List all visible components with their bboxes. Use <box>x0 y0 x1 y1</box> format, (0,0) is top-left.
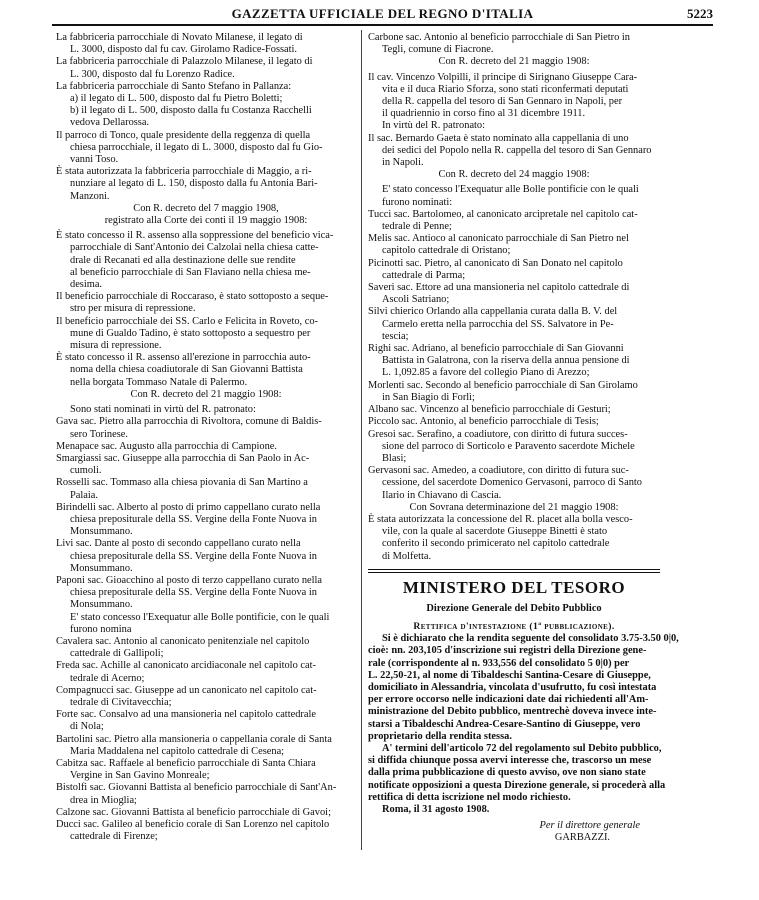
text-line: capitolo cattedrale di Oristano; <box>382 245 511 257</box>
text-line: cioè: nn. 203,105 d'inscrizione sui registri della Direzione gene- <box>368 645 647 657</box>
ministry-subtitle: Direzione Generale del Debito Pubblico <box>426 602 602 614</box>
text-line: E' stato concesso l'Exequatur alle Bolle pontificie con le quali <box>382 184 639 196</box>
text-line: Carmelo eretta nella parrocchia del SS. Salvatore in Pe- <box>382 318 614 330</box>
text-line: L. 1,092.85 a favore del collegio Piano di Arezzo; <box>382 367 590 379</box>
text-line: cessione, del sacerdote Domenico Gervasoni, parroco di Santo <box>382 477 642 489</box>
text-line: A' termini dell'articolo 72 del regolamento sul Debito pubblico, <box>382 742 662 754</box>
text-line: Bistolfi sac. Giovanni Battista al beneficio parrocchiale di Sant'An- <box>56 782 337 794</box>
text-line: registrato alla Corte dei conti il 19 maggio 1908: <box>104 215 308 227</box>
text-line: per errore occorso nelle indicazioni date dai richiedenti all'Am- <box>368 694 649 706</box>
text-line: Con R. decreto del 7 maggio 1908, <box>133 202 279 214</box>
text-line: Monsummano. <box>70 599 133 611</box>
page-number: 5223 <box>687 6 713 21</box>
text-line: sero Torinese. <box>70 428 128 440</box>
text-line: drea in Mioglia; <box>70 794 137 806</box>
text-line: Il cav. Vincenzo Volpilli, il principe di Sirignano Giuseppe Cara- <box>368 71 638 83</box>
text-line: tescia; <box>382 330 409 342</box>
text-line: Albano sac. Vincenzo al beneficio parrocchiale di Gesturi; <box>368 404 611 416</box>
text-line: rale (corrispondente al n. 933,556 del consolidato 5 0|0) per <box>368 657 630 669</box>
text-line: tedrale di Penne; <box>382 221 452 233</box>
text-line: rettifica di detta iscrizione nel modo richiesto. <box>368 791 571 803</box>
text-line: Smargiassi sac. Giuseppe alla parrocchia di San Paolo in Ac- <box>56 452 310 464</box>
text-line: chiesa prepositurale della SS. Vergine della Fonte Nuova in <box>70 513 317 525</box>
text-line: di Molfetta. <box>382 550 432 562</box>
text-line: Melis sac. Antioco al canonicato parrocchiale di San Pietro nel <box>368 233 629 245</box>
text-line: furono nomina <box>70 623 132 635</box>
text-line: a) il legato di L. 500, disposto dal fu Pietro Boletti; <box>70 93 283 105</box>
text-line: chiesa prepositurale della SS. Vergine della Fonte Nuova in <box>70 587 317 599</box>
text-line: Morlenti sac. Secondo al beneficio parrocchiale di San Girolamo <box>368 379 638 391</box>
text-line: notificate opposizioni a questa Direzione generale, si procederà alla <box>368 779 666 791</box>
text-line: Ilario in Chiavano di Cascia. <box>382 489 502 501</box>
text-line: Il parroco di Tonco, quale presidente della reggenza di quella <box>56 129 311 141</box>
header-rule <box>52 24 713 26</box>
text-line: Manzoni. <box>70 190 110 202</box>
right-column <box>368 32 679 845</box>
text-line: al beneficio parrocchiale di San Flaviano nella chiesa me- <box>70 266 311 278</box>
text-line: È stato concesso il R. assenso alla soppressione del beneficio vica- <box>56 230 334 242</box>
signature-name: GARBAZZI. <box>554 832 610 844</box>
ministry-notice-body <box>368 633 679 816</box>
gazette-title: GAZZETTA UFFICIALE DEL REGNO D'ITALIA <box>231 6 534 21</box>
text-line: stro per misura di repressione. <box>70 303 196 315</box>
text-line: La fabbriceria parrocchiale di Novato Milanese, il legato di <box>56 32 303 43</box>
text-line: Rosselli sac. Tommaso alla chiesa piovania di San Martino a <box>56 477 308 489</box>
text-line: della R. cappella del tesoro di San Gennaro in Napoli, per <box>382 96 623 108</box>
text-line: Battista in Galatrona, con la riserva della annua pensione di <box>382 355 630 367</box>
text-line: La fabbriceria parrocchiale di Palazzolo Milanese, il legato di <box>56 56 313 68</box>
text-line: Il sac. Bernardo Gaeta è stato nominato alla cappellania di uno <box>368 132 629 144</box>
text-line: di Nola; <box>70 721 104 733</box>
text-line: Maria Maddalena nel capitolo cattedrale di Cesena; <box>70 745 285 757</box>
text-line: Gava sac. Pietro alla parrocchia di Rivoltora, comune di Baldis- <box>56 416 322 428</box>
text-line: Bartolini sac. Pietro alla mansioneria o cappellania corale di Santa <box>56 733 332 745</box>
text-line: Con R. decreto del 21 maggio 1908: <box>130 388 282 400</box>
text-line: in Napoli. <box>382 157 424 169</box>
text-line: Picinotti sac. Pietro, al canonicato di San Donato nel capitolo <box>368 257 623 269</box>
left-column <box>56 32 356 843</box>
page-header <box>52 6 713 24</box>
text-line: È stata autorizzata la concessione del R. placet alla bolla vesco- <box>368 513 633 525</box>
text-line: L. 300, disposto dal fu Lorenzo Radice. <box>70 68 235 80</box>
text-line: desima. <box>70 279 103 291</box>
text-line: Ducci sac. Galileo al beneficio corale di San Lorenzo nel capitolo <box>56 819 330 830</box>
text-line: vile, con la quale al sacerdote Giuseppe Binetti è stato <box>382 526 608 538</box>
text-line: Roma, il 31 agosto 1908. <box>382 803 490 815</box>
text-line: cattedrale di Gallipoli; <box>70 648 164 660</box>
text-line: Forte sac. Consalvo ad una mansioneria nel capitolo cattedrale <box>56 709 316 721</box>
rettifica-heading: Rettifica d'intestazione (1ª pubblicazione). <box>413 620 615 632</box>
text-line: Monsummano. <box>70 562 133 574</box>
text-line: cattedrale di Parma; <box>382 269 466 281</box>
text-line: Freda sac. Achille al canonicato arcidiaconale nel capitolo cat- <box>56 660 316 672</box>
text-line: Palaia. <box>70 489 98 501</box>
text-line: Menapace sac. Augusto alla parrocchia di Campione. <box>56 440 278 452</box>
text-line: drale di Recanati ed alla destinazione delle sue rendite <box>70 254 296 266</box>
text-line: vedova Dellarossa. <box>70 117 150 129</box>
text-line: In virtù del R. patronato: <box>382 120 486 132</box>
column-divider <box>361 30 362 850</box>
text-line: Con R. decreto del 24 maggio 1908: <box>438 169 590 181</box>
text-line: tedrale di Civitavecchia; <box>70 696 172 708</box>
text-line: Tucci sac. Bartolomeo, al canonicato arcipretale nel capitolo cat- <box>368 208 638 220</box>
text-line: Con Sovrana determinazione del 21 maggio 1908: <box>409 501 619 513</box>
text-line: vita e il duca Riario Sforza, sono stati riconfermati deputati <box>382 83 629 95</box>
text-line: cattedrale di Firenze; <box>70 831 158 843</box>
text-line: domiciliato in Alessandria, vincolata d'usufrutto, fu così intestata <box>368 681 657 693</box>
text-line: Cabitza sac. Raffaele al beneficio parrocchiale di Santa Chiara <box>56 757 316 769</box>
text-line: starsi a Tibaldeschi Andrea-Cesare-Santino di Giuseppe, vero <box>368 718 641 730</box>
text-line: Ascoli Satriano; <box>382 294 450 306</box>
text-line: conferito il secondo primicerato nel capitolo cattedrale <box>382 538 610 550</box>
text-line: proprietario della rendita stessa. <box>368 730 512 742</box>
text-line: È stata autorizzata la fabbriceria parrocchiale di Maggio, a ri- <box>56 166 312 178</box>
text-line: La fabbriceria parrocchiale di Santo Stefano in Pallanza: <box>56 80 292 92</box>
text-line: si diffida chiunque possa avervi interesse che, trascorso un mese <box>368 755 652 767</box>
text-line: chiesa prepositurale della SS. Vergine della Fonte Nuova in <box>70 550 317 562</box>
text-line: Compagnucci sac. Giuseppe ad un canonicato nel capitolo cat- <box>56 684 317 696</box>
right-column-decrees <box>368 32 660 563</box>
text-line: L. 3000, disposto dal fu cav. Girolamo Radice-Fossati. <box>70 44 298 56</box>
ministry-title: MINISTERO DEL TESORO <box>402 577 626 597</box>
text-line: Calzone sac. Giovanni Battista al beneficio parrocchiale di Gavoi; <box>56 806 331 818</box>
text-line: dei sedici del Popolo nella R. cappella del tesoro di San Gennaro <box>382 144 652 156</box>
text-line: Si è dichiarato che la rendita seguente del consolidato 3.75-3.50 0|0, <box>382 633 679 645</box>
text-line: nella borgata Tommaso Natale di Palermo. <box>70 376 248 388</box>
text-line: Gervasoni sac. Amedeo, a coadiutore, con diritto di futura suc- <box>368 465 629 477</box>
text-line: nunziare al legato di L. 150, disposto dalla fu Antonia Bari- <box>70 178 318 190</box>
text-line: Saveri sac. Ettore ad una mansioneria nel capitolo cattedrale di <box>368 282 630 294</box>
text-line: parrocchiale di Sant'Antonio dei Calzolai nella chiesa catte- <box>70 242 319 254</box>
text-line: b) il legato di L. 500, disposto dalla fu Costanza Racchelli <box>70 105 312 117</box>
text-line: il quadriennio in corso fino al 31 dicembre 1911. <box>382 108 586 120</box>
text-line: noma della chiesa coadiutorale di San Giovanni Battista <box>70 364 303 376</box>
text-line: Blasi; <box>382 452 407 464</box>
text-line: Gresoi sac. Serafino, a coadiutore, con diritto di futura succes- <box>368 428 628 440</box>
text-line: ministrazione del Debito pubblico, mentrechè doveva invece inte- <box>368 706 657 718</box>
text-line: tedrale di Acerno; <box>70 672 145 684</box>
text-line: Sono stati nominati in virtù del R. patronato: <box>70 404 256 416</box>
text-line: Livi sac. Dante al posto di secondo cappellano curato nella <box>56 538 301 550</box>
text-line: Silvi chierico Orlando alla cappellania curata dalla B. V. del <box>368 306 618 318</box>
text-line: Il beneficio parrocchiale dei SS. Carlo e Felicita in Roveto, co- <box>56 315 318 327</box>
text-line: Monsummano. <box>70 526 133 538</box>
text-line: Paponi sac. Gioacchino al posto di terzo cappellano curato nella <box>56 574 323 586</box>
text-line: Carbone sac. Antonio al beneficio parrocchiale di San Pietro in <box>368 32 630 43</box>
text-line: È stato concesso il R. assenso all'erezione in parrocchia auto- <box>56 352 311 364</box>
text-line: Tegli, comune di Fiacrone. <box>382 44 494 56</box>
text-line: furono nominati: <box>382 196 453 208</box>
text-line: sione del parroco di Sorticolo e Paravento sacerdote Michele <box>382 440 635 452</box>
text-line: vanni Toso. <box>70 154 119 166</box>
text-line: Righi sac. Adriano, al beneficio parrocchiale di San Giovanni <box>368 343 624 355</box>
section-rule <box>368 569 660 573</box>
text-line: Vergine in San Gavino Monreale; <box>70 770 210 782</box>
text-line: E' stato concesso l'Exequatur alle Bolle pontificie, con le quali <box>70 611 330 623</box>
text-line: mune di Gualdo Tadino, è stato sottoposto a sequestro per <box>70 327 311 339</box>
text-line: chiesa parrocchiale, il legato di L. 3000, disposto dal fu Gio- <box>70 141 323 153</box>
text-line: dalla prima pubblicazione di questo avviso, ove non siano state <box>368 767 646 779</box>
text-line: Con R. decreto del 21 maggio 1908: <box>438 56 590 68</box>
text-line: L. 22,50-21, al nome di Tibaldeschi Santina-Cesare di Giuseppe, <box>368 669 651 681</box>
text-line: Birindelli sac. Alberto al posto di primo cappellano curato nella <box>56 501 321 513</box>
text-line: Cavalera sac. Antonio al canonicato penitenziale nel capitolo <box>56 635 310 647</box>
text-line: misura di repressione. <box>70 340 162 352</box>
text-line: in San Biagio di Forlì; <box>382 391 475 403</box>
signature-title: Per il direttore generale <box>539 820 640 832</box>
text-line: cumoli. <box>70 465 102 477</box>
text-line: Il beneficio parrocchiale di Roccaraso, è stato sottoposto a seque- <box>56 291 329 303</box>
text-line: Piccolo sac. Antonio, al beneficio parrocchiale di Tesis; <box>368 416 599 428</box>
